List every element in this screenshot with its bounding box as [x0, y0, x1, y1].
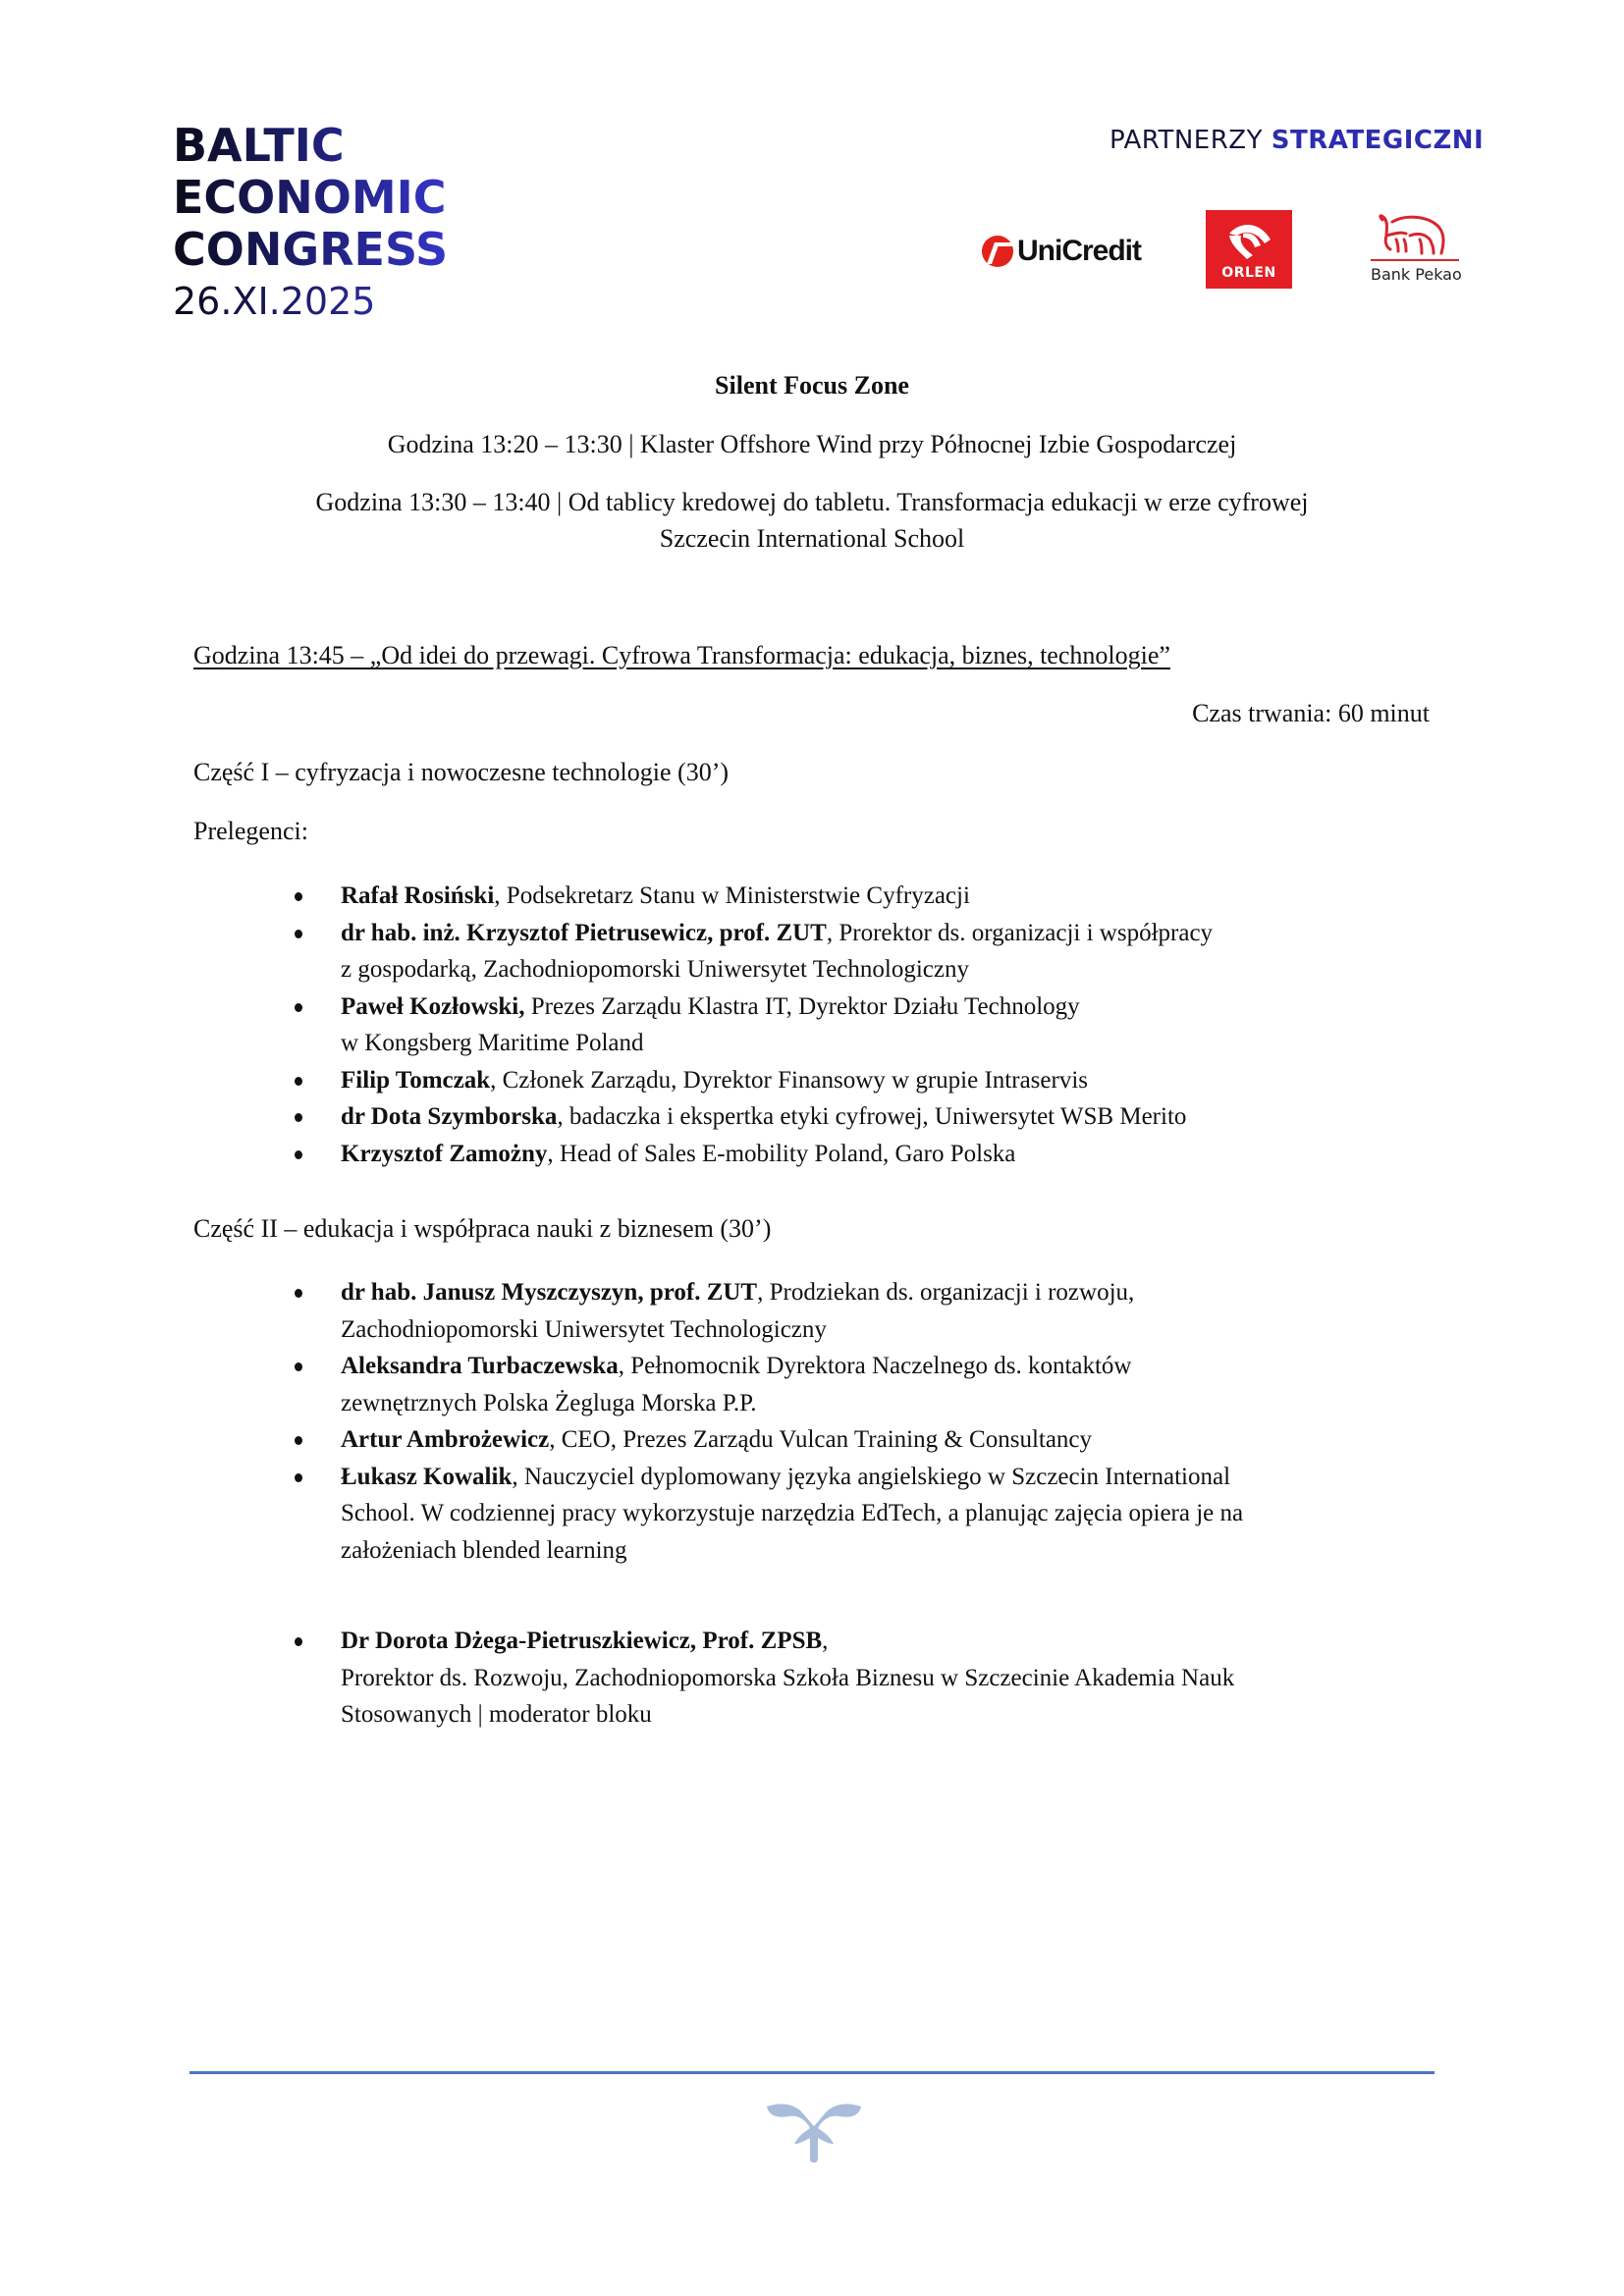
panel-duration: Czas trwania: 60 minut — [1192, 699, 1430, 727]
speaker-item — [295, 988, 1414, 1062]
bullet-icon — [295, 930, 302, 938]
congress-emblem-icon — [765, 2099, 863, 2163]
speaker-role-cont: z gospodarką, Zachodniopomorski Uniwersytet Technologiczny — [341, 956, 969, 983]
bullet-icon — [295, 1473, 302, 1482]
bullet-icon — [295, 1077, 302, 1086]
zone-session-2: Godzina 13:30 – 13:40 | Od tablicy kredowej do tabletu. Transformacja edukacji w erze cyfrowej — [315, 488, 1309, 516]
moderator-list — [295, 1623, 1414, 1734]
speaker-item: dr hab. Janusz Myszczyszyn, prof. ZUT, Prodziekan ds. organizacji i rozwoju, Zachodniopomorski Uniwersytet Technologiczny — [295, 1274, 1414, 1348]
panel-heading: Godzina 13:45 – „Od idei do przewagi. Cyfrowa Transformacja: edukacja, biznes, technologie” — [193, 641, 1170, 669]
speaker-name: Rafał Rosiński — [341, 882, 495, 909]
pekao-bison-icon — [1377, 214, 1451, 257]
pekao-logo-text: Bank Pekao — [1371, 265, 1462, 284]
part2-title: Część II – edukacja i współpraca nauki z biznesem (30’) — [193, 1214, 772, 1243]
partners-title — [1110, 126, 1484, 155]
brand-line-1: BALTIC — [173, 120, 448, 172]
unicredit-logo-icon — [982, 236, 1013, 267]
speaker-role: Członek Zarządu, Dyrektor Finansowy w grupie Intraservis — [502, 1066, 1088, 1094]
speaker-name: Krzysztof Zamożny — [341, 1140, 548, 1167]
brand-line-3: CONGRESS — [173, 223, 449, 276]
speaker-item: Filip Tomczak, Członek Zarządu, Dyrektor Finansowy w grupie Intraservis — [295, 1062, 1414, 1099]
zone-title: Silent Focus Zone — [715, 371, 909, 400]
bullet-icon — [295, 1637, 302, 1646]
pekao-logo — [1371, 214, 1465, 284]
zone-session-1: Godzina 13:20 – 13:30 | Klaster Offshore Wind przy Północnej Izbie Gospodarczej — [387, 430, 1237, 458]
pekao-logo-rule — [1371, 259, 1459, 261]
speakers-label: Prelegenci: — [193, 817, 308, 845]
zone-session-2-subtitle: Szczecin International School — [659, 524, 965, 553]
speaker-role: Prezes Zarządu Klastra IT, Dyrektor Działu Technology — [530, 992, 1080, 1020]
speaker-name: dr hab. inż. Krzysztof Pietrusewicz, prof. ZUT — [341, 919, 827, 946]
speaker-name: Filip Tomczak — [341, 1066, 491, 1094]
partners-title-regular: PARTNERZY — [1110, 126, 1263, 155]
moderator-role: Prorektor ds. Rozwoju, Zachodniopomorska Szkoła Biznesu w Szczecinie Akademia Nauk — [341, 1664, 1235, 1691]
speaker-name: Aleksandra Turbaczewska — [341, 1353, 619, 1379]
part2-speaker-list — [295, 1274, 1414, 1569]
brand-date: 26.XI.2025 — [173, 278, 448, 325]
brand-line-2: ECONOMIC — [173, 171, 447, 224]
unicredit-logo — [982, 230, 1141, 273]
speaker-name: Artur Ambrożewicz — [341, 1426, 550, 1453]
brand-logo — [173, 120, 448, 325]
speaker-role-cont: w Kongsberg Maritime Poland — [341, 1030, 644, 1056]
speaker-role-cont: School. W codziennej pracy wykorzystuje narzędzia EdTech, a planując zajęcia opiera je na — [341, 1500, 1244, 1526]
speaker-role: Prodziekan ds. organizacji i rozwoju, — [769, 1279, 1135, 1306]
speaker-item: Rafał Rosiński, Podsekretarz Stanu w Ministerstwie Cyfryzacji — [295, 878, 1414, 915]
moderator-name: Dr Dorota Dżega-Pietruszkiewicz, Prof. ZPSB — [341, 1628, 823, 1654]
partners-title-bold: STRATEGICZNI — [1271, 126, 1485, 155]
speaker-role: Prorektor ds. organizacji i współpracy — [839, 919, 1214, 946]
speaker-name: dr Dota Szymborska — [341, 1103, 558, 1130]
bullet-icon — [295, 1150, 302, 1159]
bullet-icon — [295, 1113, 302, 1122]
bullet-icon — [295, 892, 302, 901]
speaker-role-cont: Zachodniopomorski Uniwersytet Technologiczny — [341, 1315, 827, 1343]
speaker-role: Podsekretarz Stanu w Ministerstwie Cyfryzacji — [506, 882, 970, 909]
bullet-icon — [295, 1003, 302, 1012]
speaker-item: Aleksandra Turbaczewska, Pełnomocnik Dyrektora Naczelnego ds. kontaktów zewnętrznych Polska Żegluga Morska P.P. — [295, 1348, 1414, 1421]
speaker-item: Krzysztof Zamożny, Head of Sales E-mobility Poland, Garo Polska — [295, 1136, 1414, 1173]
speaker-item: dr hab. inż. Krzysztof Pietrusewicz, prof. ZUT, Prorektor ds. organizacji i współpracy z gospodarką, Zachodniopomorski Uniwersytet Technologiczny — [295, 915, 1414, 988]
speaker-item: Artur Ambrożewicz, CEO, Prezes Zarządu Vulcan Training & Consultancy — [295, 1421, 1414, 1459]
unicredit-logo-text: UniCredit — [1017, 235, 1141, 267]
part1-title: Część I – cyfryzacja i nowoczesne technologie (30’) — [193, 758, 730, 786]
speaker-role: Pełnomocnik Dyrektora Naczelnego ds. kontaktów — [630, 1353, 1132, 1379]
bullet-icon — [295, 1289, 302, 1298]
moderator-role-cont: Stosowanych | moderator bloku — [341, 1701, 652, 1728]
bullet-icon — [295, 1362, 302, 1371]
orlen-logo — [1206, 210, 1292, 289]
speaker-item: dr Dota Szymborska, badaczka i ekspertka etyki cyfrowej, Uniwersytet WSB Merito — [295, 1098, 1414, 1136]
speaker-role: badaczka i ekspertka etyki cyfrowej, Uniwersytet WSB Merito — [568, 1103, 1187, 1130]
speaker-role: Nauczyciel dyplomowany języka angielskiego w Szczecin International — [523, 1463, 1231, 1490]
footer-divider — [189, 2071, 1435, 2074]
speaker-role-cont: zewnętrznych Polska Żegluga Morska P.P. — [341, 1389, 757, 1416]
speaker-role: Head of Sales E-mobility Poland, Garo Polska — [559, 1140, 1016, 1167]
speaker-role: CEO, Prezes Zarządu Vulcan Training & Consultancy — [561, 1426, 1093, 1453]
speaker-item: Łukasz Kowalik, Nauczyciel dyplomowany języka angielskiego w Szczecin International School. W codziennej pracy wykorzystuje narzędzia EdTech, a planując zajęcia opiera je na założeniach blended learning — [295, 1459, 1414, 1570]
moderator-item: Dr Dorota Dżega-Pietruszkiewicz, Prof. ZPSB, Prorektor ds. Rozwoju, Zachodniopomorska Szkoła Biznesu w Szczecinie Akademia Nauk Stosowanych | moderator bloku — [295, 1623, 1414, 1734]
orlen-logo-text: ORLEN — [1221, 265, 1276, 281]
orlen-eagle-icon — [1225, 220, 1274, 261]
speaker-name: Paweł Kozłowski, — [341, 992, 525, 1020]
speaker-name: Łukasz Kowalik — [341, 1463, 513, 1490]
bullet-icon — [295, 1436, 302, 1445]
speaker-name: dr hab. Janusz Myszczyszyn, prof. ZUT — [341, 1279, 758, 1306]
part1-speaker-list — [295, 878, 1414, 1172]
speaker-role-cont: założeniach blended learning — [341, 1536, 627, 1564]
